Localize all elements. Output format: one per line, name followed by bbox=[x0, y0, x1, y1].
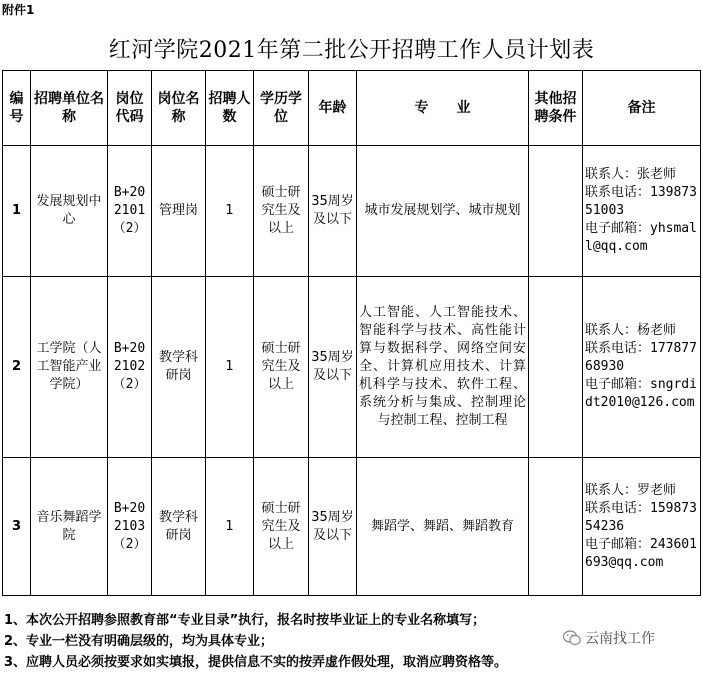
watermark bbox=[563, 628, 655, 648]
contact-person: 联系人：张老师 bbox=[585, 167, 677, 182]
footer-note: 1、本次公开招聘参照教育部“专业目录”执行，报名时按毕业证上的专业名称填写； bbox=[4, 613, 486, 628]
row-age: 35周岁及以下 bbox=[309, 146, 357, 277]
row-post: 教学科研岗 bbox=[152, 277, 206, 458]
row-edu: 硕士研究生及以上 bbox=[254, 458, 309, 596]
row-notes bbox=[583, 277, 701, 458]
contact-person: 联系人：杨老师 bbox=[585, 323, 677, 338]
table-header-row bbox=[3, 71, 701, 146]
header-no: 编号 bbox=[3, 71, 31, 146]
contact-email: 电子邮箱：sngrdidt2010@126.com bbox=[585, 377, 697, 410]
header-notes: 备注 bbox=[583, 71, 701, 146]
row-edu: 硕士研究生及以上 bbox=[254, 146, 309, 277]
header-count: 招聘人数 bbox=[206, 71, 254, 146]
row-major: 舞蹈学、舞蹈、舞蹈教育 bbox=[357, 458, 529, 596]
watermark-text: 云南找工作 bbox=[585, 631, 655, 647]
row-major: 城市发展规划学、城市规划 bbox=[357, 146, 529, 277]
header-other: 其他招聘条件 bbox=[529, 71, 583, 146]
row-no: 2 bbox=[3, 277, 31, 458]
row-major: 人工智能、人工智能技术、智能科学与技术、高性能计算与数据科学、网络空间安全、计算机应用技术、计算机科学与技术、软件工程、系统分析与集成、控制理论与控制工程、控制工程 bbox=[357, 277, 529, 458]
row-other bbox=[529, 277, 583, 458]
header-code: 岗位代码 bbox=[108, 71, 152, 146]
row-notes bbox=[583, 458, 701, 596]
footer-notes bbox=[4, 610, 507, 673]
row-other bbox=[529, 146, 583, 277]
row-no: 1 bbox=[3, 146, 31, 277]
row-count: 1 bbox=[206, 146, 254, 277]
row-notes bbox=[583, 146, 701, 277]
row-unit: 音乐舞蹈学院 bbox=[31, 458, 108, 596]
header-major: 专 业 bbox=[357, 71, 529, 146]
contact-person: 联系人：罗老师 bbox=[585, 482, 677, 498]
contact-phone: 联系电话：13987351003 bbox=[585, 185, 697, 218]
contact-email: 电子邮箱：243601693@qq.com bbox=[585, 536, 697, 570]
row-age: 35周岁及以下 bbox=[309, 277, 357, 458]
recruitment-plan-table bbox=[2, 70, 701, 596]
header-age: 年龄 bbox=[309, 71, 357, 146]
row-code: B+202102（2） bbox=[108, 277, 152, 458]
row-edu: 硕士研究生及以上 bbox=[254, 277, 309, 458]
contact-email: 电子邮箱：yhsmall@qq.com bbox=[585, 221, 697, 254]
contact-phone: 联系电话：17787768930 bbox=[585, 341, 697, 374]
row-count: 1 bbox=[206, 277, 254, 458]
row-count: 1 bbox=[206, 458, 254, 596]
row-no: 3 bbox=[3, 458, 31, 596]
row-age: 35周岁及以下 bbox=[309, 458, 357, 596]
wechat-icon bbox=[563, 630, 581, 646]
row-unit: 发展规划中心 bbox=[31, 146, 108, 277]
row-post: 管理岗 bbox=[152, 146, 206, 277]
page-title: 红河学院2021年第二批公开招聘工作人员计划表 bbox=[108, 38, 595, 63]
header-post: 岗位名称 bbox=[152, 71, 206, 146]
footer-note: 2、专业一栏没有明确层级的，均为具体专业； bbox=[4, 634, 274, 649]
row-code: B+202103（2） bbox=[108, 458, 152, 596]
table-row bbox=[3, 146, 701, 277]
attachment-label: 附件1 bbox=[2, 3, 35, 17]
table-row bbox=[3, 277, 701, 458]
table-row bbox=[3, 458, 701, 596]
row-code: B+202101（2） bbox=[108, 146, 152, 277]
header-unit: 招聘单位名称 bbox=[31, 71, 108, 146]
contact-phone: 联系电话：15987354236 bbox=[585, 500, 697, 534]
header-edu: 学历学位 bbox=[254, 71, 309, 146]
row-post: 教学科研岗 bbox=[152, 458, 206, 596]
row-other bbox=[529, 458, 583, 596]
row-unit: 工学院（人工智能产业学院） bbox=[31, 277, 108, 458]
footer-note: 3、应聘人员必须按要求如实填报，提供信息不实的按弄虚作假处理，取消应聘资格等。 bbox=[4, 655, 508, 670]
